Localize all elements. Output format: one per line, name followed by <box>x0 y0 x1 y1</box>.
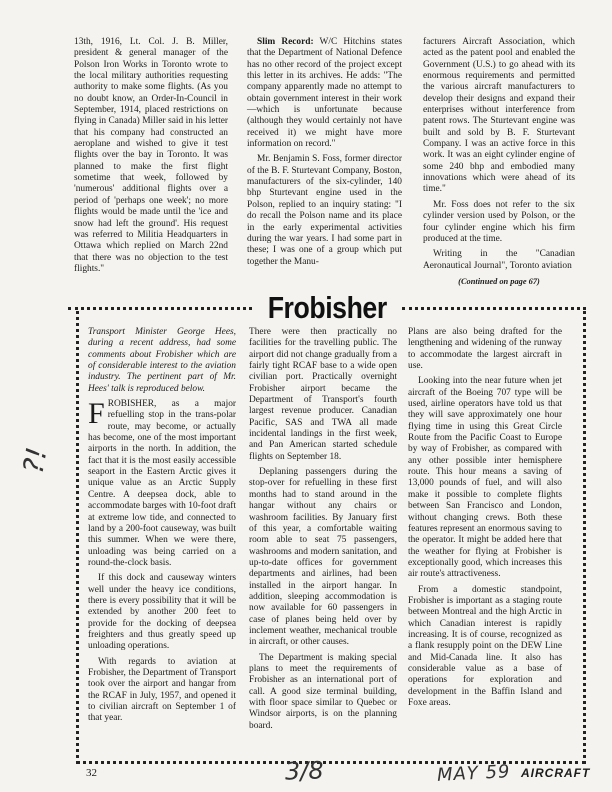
continued-note: (Continued on page 67) <box>458 276 540 286</box>
dotted-rule <box>402 307 586 310</box>
paragraph: Writing in the "Canadian Aeronautical Journal", Toronto aviation <box>423 249 575 271</box>
paragraph: Mr. Foss does not refer to the six cylinder version used by Polson, or the four cylinder engine which his firm produced at the time. <box>423 199 575 244</box>
drop-cap: F <box>88 397 105 431</box>
paragraph <box>247 37 402 150</box>
paragraph-text: W/C Hitchins states that the Department of National Defence has no other record of the project except this letter in its archives. He adds: "The company apparently made no attempt to obtain government interest in their work—which is unfortunate because (although they would certainly not have received it) we might have more information on record." <box>247 37 403 150</box>
paragraph-text: ROBISHER, as a major refuelling stop in the trans-polar route, may become, or actually has become, one of the most important airports in the north. In addition, the fact that it is the most easily accessible seaport in the Eastern Arctic gives it unique value as an Arctic Supply Centre. A deepsea dock, able to accommodate barges with 10-foot draft at extreme low tide, and connected to land by a 200-foot causeway, was built this summer. When we were there, unloading was being carried on a round-the-clock basis. <box>88 399 236 568</box>
top-column-3 <box>423 37 575 287</box>
article-intro: Transport Minister George Hees, during a recent address, had some comments about Frobisher which are of considerable interest to the aviation industry. The pertinent part of Mr. Hees' talk is reproduced below. <box>88 327 236 394</box>
top-column-2 <box>247 37 402 272</box>
dotted-rule <box>68 307 252 310</box>
article-column-1 <box>88 327 236 729</box>
paragraph: If this dock and causeway winters well under the heavy ice conditions, there is every possibility that it will be extended by another 200 feet to provide for the docking of deepsea freighters and thus greatly speed up unloading operations. <box>88 573 236 652</box>
paragraph: Deplaning passengers during the stop-over for refuelling in these first months had to stand around in the hangar without any chairs or washroom facilities. By January first of this year, a comfortable waiting room able to seat 75 passengers, washrooms and modern sanitation, and up-to-date offices for government departments and airlines, had been installed in the airport hangar. In addition, sleeping accommodation is now available for 60 passengers in case of planes being held over by inclement weather, mechanical trouble in aircraft, or other causes. <box>249 467 397 648</box>
paragraph: Mr. Benjamin S. Foss, former director of the B. F. Sturtevant Company, Boston, manufacturers of the six-cylinder, 140 bhp Sturtevant engine used in the Polson, replied to an inquiry stating: "I do recall the Polson name and its place in the early experimental activities during the war years. I had some part in these; I was one of a group which put together the Manu- <box>247 154 402 267</box>
article-headline: Frobisher <box>267 290 387 325</box>
article-column-2 <box>249 327 397 736</box>
paragraph: Plans are also being drafted for the lengthening and widening of the runway to accommodate the largest aircraft in use. <box>408 327 562 372</box>
page-number: 32 <box>86 767 97 779</box>
magazine-name: AIRCRAFT <box>521 766 591 780</box>
handwritten-margin-mark: ?! <box>16 444 54 477</box>
paragraph: The Department is making special plans to meet the requirements of Frobisher as an international port of call. A good size terminal building, with floor space similar to Quebec or Windsor airports, is on the planning board. <box>249 652 397 731</box>
paragraph: 13th, 1916, Lt. Col. J. B. Miller, president & general manager of the Polson Iron Works in Toronto wrote to the local military authorities requesting authority to make some flights. (As you no doubt know, an Order-In-Council in September, 1914, placed restrictions on flying in Canada) Miller said in his letter that his company had constructed an aeroplane and wished to give it test flights over the bay in Toronto. It was planned to make the first flight sometime that week, followed by 'numerous' additional flights over a period of 'perhaps one week'; no more flights would be made until the 'ice and snow had left the ground'. His request was referred to Militia Headquarters in Ottawa which replied on March 22nd that there was no objection to the test flights." <box>74 37 228 274</box>
paragraph: There were then practically no facilities for the travelling public. The airport did not change gradually from a fairly tight RCAF base to a wide open civilian port. Practically overnight Frobisher airport became the Department of Transport's fourth largest revenue producer. Canadian Pacific, SAS and TWA all made incidental landings in the first week, and Pan American started schedule flights on September 18. <box>249 327 397 462</box>
paragraph: Looking into the near future when jet aircraft of the Boeing 707 type will be used, airline operators have told us that they will save approximately one hour flying time in using this Great Circle Route from the Pacific Coast to Europe by way of Frobisher, as compared with any other possible inter hemisphere route. This hour means a saving of 13,000 pounds of fuel, and will also make it possible to complete flights between San Francisco and London, without changing crews. Both these features represent an enormous saving to the operator. It might be added here that the weather for flying at Frobisher is exceptionally good, which increases this air route's attractiveness. <box>408 376 562 580</box>
handwritten-page-ref: 3/8 <box>284 756 325 786</box>
paragraph: With regards to aviation at Frobisher, the Department of Transport took over the airport and hangar from the RCAF in July, 1957, and opened it to civilian aircraft on September 1 of that year. <box>88 656 236 724</box>
paragraph <box>88 399 236 569</box>
handwritten-date: MAY 59 <box>436 761 511 786</box>
run-in-heading: Slim Record: <box>257 37 314 47</box>
article-column-3 <box>408 327 562 713</box>
paragraph: facturers Aircraft Association, which acted as the patent pool and enabled the Government (U.S.) to go ahead with its enormous requirements and permitted the various aircraft manufacturers to develop their designs and expand their enterprises without interference from patent rows. The Sturtevant engine was built and sold by B. F. Sturtevant Company. I was an active force in this work. It was an eight cylinder engine of some 240 bhp and embodied many innovations which were ahead of its time." <box>423 37 575 195</box>
paragraph: From a domestic standpoint, Frobisher is important as a staging route between Montreal and the high Arctic in which Canadian interest is rapidly increasing. It is of course, recognized as a flank resupply point on the DEW Line and Mid-Canada line. It also has considerable value as a base of operations for exploration and development in the Baffin Island and Foxe areas. <box>408 584 562 708</box>
top-column-1 <box>74 37 228 279</box>
